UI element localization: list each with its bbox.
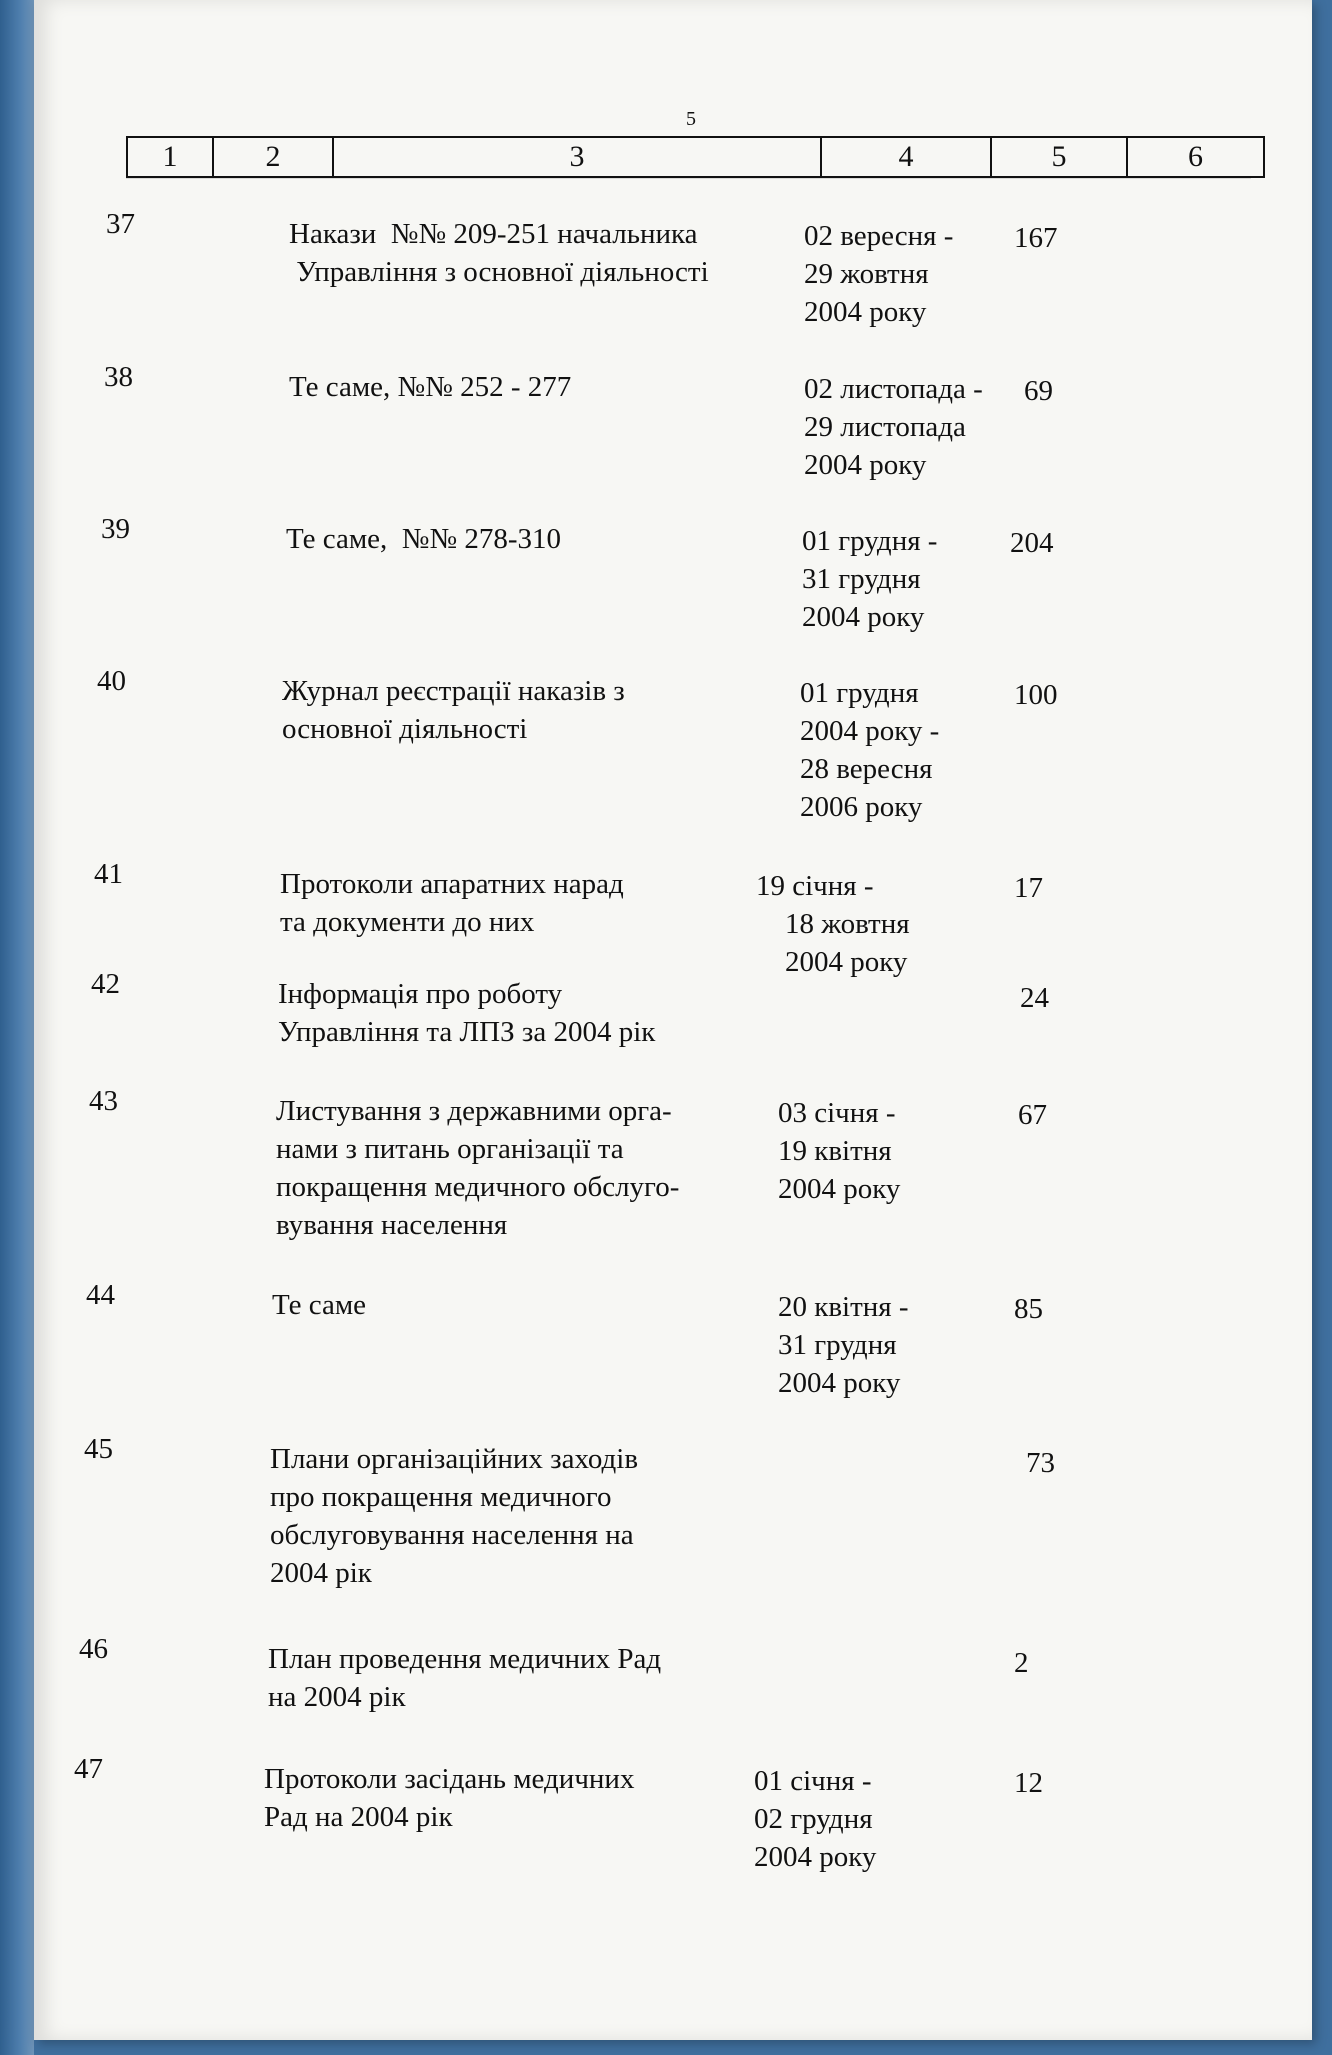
entry-pages: 67 xyxy=(1018,1099,1047,1131)
column-header: 4 xyxy=(821,137,991,177)
entry-number: 44 xyxy=(86,1279,115,1311)
entry-number: 41 xyxy=(94,858,123,890)
entry-dates: 01 грудня 2004 року - 28 вересня 2006 року xyxy=(800,677,940,823)
entry-title: Плани організаційних заходів про покращення медичного обслуговування населення на 2004 рік xyxy=(270,1443,639,1589)
entry-title: Накази №№ 209-251 начальника Управління з основної діяльності xyxy=(289,218,709,288)
entry-number: 37 xyxy=(106,208,135,240)
column-header: 2 xyxy=(213,137,333,177)
entry-number: 45 xyxy=(84,1433,113,1465)
entry-title: Те саме, №№ 278-310 xyxy=(286,523,562,555)
column-header: 6 xyxy=(1127,137,1264,177)
entry-number: 43 xyxy=(89,1085,118,1117)
entry-pages: 24 xyxy=(1020,982,1049,1014)
entry-pages: 69 xyxy=(1024,375,1053,407)
entry-title: Те саме, №№ 252 - 277 xyxy=(289,371,572,403)
binder-edge xyxy=(0,0,34,2055)
entry-pages: 12 xyxy=(1014,1767,1043,1799)
entry-title: Журнал реєстрації наказів з основної діяльності xyxy=(282,675,625,745)
column-header: 3 xyxy=(333,137,821,177)
entry-pages: 100 xyxy=(1014,679,1058,711)
entry-number: 39 xyxy=(101,513,130,545)
entry-number: 38 xyxy=(104,361,133,393)
entry-pages: 204 xyxy=(1010,527,1054,559)
entry-number: 47 xyxy=(74,1753,103,1785)
entry-number: 42 xyxy=(91,968,120,1000)
entry-pages: 73 xyxy=(1026,1447,1055,1479)
entry-dates: 02 листопада - 29 листопада 2004 року xyxy=(804,373,983,481)
column-header: 1 xyxy=(127,137,213,177)
entry-title: Протоколи засідань медичних Рад на 2004 рік xyxy=(264,1763,635,1833)
column-header: 5 xyxy=(991,137,1127,177)
page-number: 5 xyxy=(686,108,696,130)
column-header-table xyxy=(126,136,1265,178)
entry-pages: 2 xyxy=(1014,1647,1029,1679)
entry-title: Те саме xyxy=(272,1289,367,1321)
entry-dates: 03 січня - 19 квітня 2004 року xyxy=(778,1097,901,1205)
entry-number: 46 xyxy=(79,1633,108,1665)
entry-title: Листування з державними орга- нами з питань організації та покращення медичного обслуго- вування населення xyxy=(276,1095,680,1241)
document-page xyxy=(34,0,1312,2040)
entry-dates: 01 грудня - 31 грудня 2004 року xyxy=(802,525,938,633)
entry-dates: 20 квітня - 31 грудня 2004 року xyxy=(778,1291,909,1399)
entry-pages: 167 xyxy=(1014,222,1058,254)
entry-dates: 01 січня - 02 грудня 2004 року xyxy=(754,1765,877,1873)
entry-pages: 85 xyxy=(1014,1293,1043,1325)
entry-dates: 19 січня - 18 жовтня 2004 року xyxy=(756,870,910,978)
entry-number: 40 xyxy=(97,665,126,697)
entry-title: План проведення медичних Рад на 2004 рік xyxy=(268,1643,662,1713)
entry-pages: 17 xyxy=(1014,872,1043,904)
entry-title: Інформація про роботу Управління та ЛПЗ за 2004 рік xyxy=(278,978,656,1048)
bleed-through-header xyxy=(126,178,1251,179)
entry-title: Протоколи апаратних нарад та документи до них xyxy=(280,868,624,938)
entry-dates: 02 вересня - 29 жовтня 2004 року xyxy=(804,220,954,328)
